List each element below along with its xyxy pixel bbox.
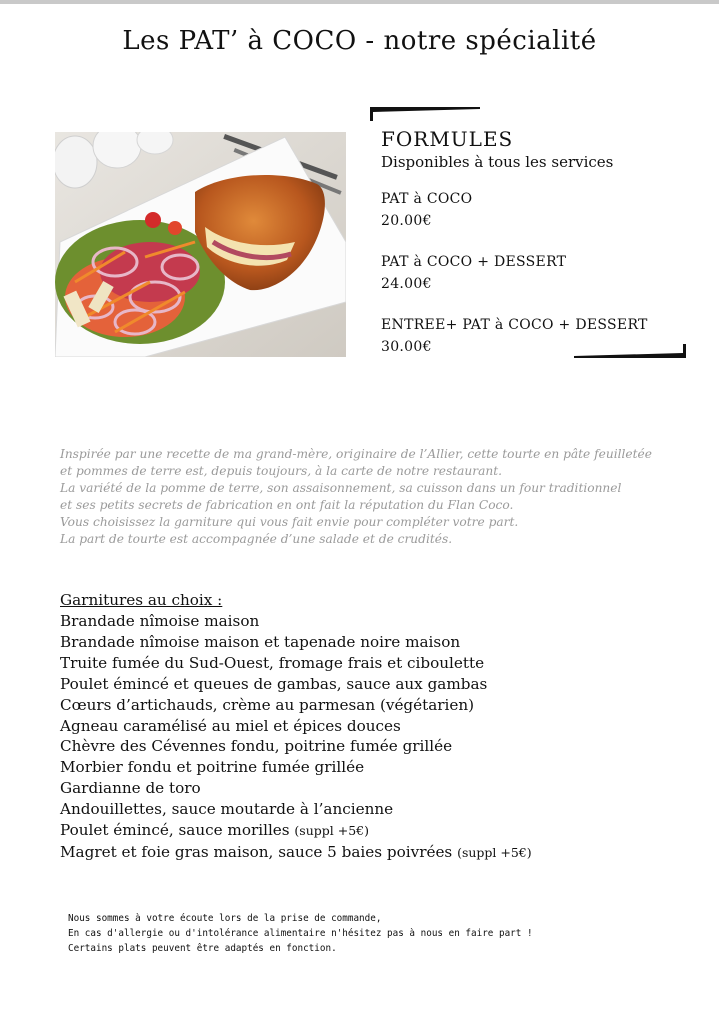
garniture-suppl: (suppl +5€) bbox=[294, 823, 369, 839]
garniture-item bbox=[60, 736, 700, 757]
intro-line: La variété de la pomme de terre, son assaisonnement, sa cuisson dans un four traditionnel bbox=[60, 481, 622, 495]
garnitures-section bbox=[60, 590, 700, 864]
formule-price: 24.00€ bbox=[381, 276, 432, 292]
garniture-label: Brandade nîmoise maison et tapenade noire maison bbox=[60, 632, 461, 651]
garniture-label: Truite fumée du Sud-Ouest, fromage frais et ciboulette bbox=[60, 653, 485, 672]
garniture-item bbox=[60, 653, 700, 674]
formule-price: 30.00€ bbox=[381, 339, 432, 355]
garniture-suppl: (suppl +5€) bbox=[457, 844, 532, 860]
formule-name: PAT à COCO + DESSERT bbox=[381, 254, 567, 270]
garniture-item bbox=[60, 778, 700, 799]
dish-photo-illustration bbox=[55, 132, 346, 357]
formule-price: 20.00€ bbox=[381, 213, 432, 229]
top-border bbox=[0, 0, 719, 4]
garniture-item bbox=[60, 674, 700, 695]
garniture-label: Gardianne de toro bbox=[60, 779, 201, 798]
notice-line: Certains plats peuvent être adaptés en fonction. bbox=[68, 943, 337, 954]
formules-title: FORMULES bbox=[381, 127, 514, 151]
page-title: Les PAT’ à COCO - notre spécialité bbox=[122, 26, 597, 56]
garniture-item bbox=[60, 632, 700, 653]
garniture-item bbox=[60, 716, 700, 737]
garniture-label: Andouillettes, sauce moutarde à l’ancienne bbox=[60, 800, 394, 819]
garniture-item bbox=[60, 842, 700, 864]
garniture-item bbox=[60, 799, 700, 820]
intro-line: Vous choisissez la garniture qui vous fait envie pour compléter votre part. bbox=[60, 515, 519, 529]
intro-text bbox=[60, 446, 710, 548]
formule-name: PAT à COCO bbox=[381, 191, 473, 207]
garniture-label: Poulet émincé et queues de gambas, sauce aux gambas bbox=[60, 674, 488, 693]
formule-item bbox=[381, 188, 701, 232]
bracket-bottom-right bbox=[574, 344, 686, 358]
bracket-top-left bbox=[370, 107, 480, 121]
notice-line: En cas d'allergie ou d'intolérance alimentaire n'hésitez pas à nous en faire part ! bbox=[68, 928, 533, 939]
formules-section bbox=[381, 126, 701, 377]
garniture-label: Chèvre des Cévennes fondu, poitrine fumée grillée bbox=[60, 737, 453, 756]
notice-line: Nous sommes à votre écoute lors de la prise de commande, bbox=[68, 913, 382, 924]
garniture-item bbox=[60, 820, 700, 842]
garniture-label: Magret et foie gras maison, sauce 5 baies poivrées bbox=[60, 842, 453, 861]
garniture-label: Cœurs d’artichauds, crème au parmesan (végétarien) bbox=[60, 695, 475, 714]
formules-subtitle: Disponibles à tous les services bbox=[381, 153, 614, 171]
garniture-item bbox=[60, 611, 700, 632]
garnitures-heading: Garnitures au choix : bbox=[60, 591, 223, 609]
garniture-label: Brandade nîmoise maison bbox=[60, 612, 260, 630]
intro-line: et ses petits secrets de fabrication en ont fait la réputation du Flan Coco. bbox=[60, 498, 514, 512]
formule-name: ENTREE+ PAT à COCO + DESSERT bbox=[381, 317, 648, 333]
garniture-label: Poulet émincé, sauce morilles bbox=[60, 821, 290, 840]
formule-item bbox=[381, 251, 701, 295]
garnitures-list bbox=[60, 611, 700, 864]
garniture-item bbox=[60, 695, 700, 716]
allergy-notice bbox=[68, 911, 668, 956]
intro-line: et pommes de terre est, depuis toujours, à la carte de notre restaurant. bbox=[60, 464, 502, 478]
garniture-label: Agneau caramélisé au miel et épices douces bbox=[60, 716, 401, 735]
garniture-item bbox=[60, 757, 700, 778]
dish-photo bbox=[55, 132, 346, 357]
intro-line: Inspirée par une recette de ma grand-mère, originaire de l’Allier, cette tourte en pâte feuilletée bbox=[60, 447, 652, 461]
intro-line: La part de tourte est accompagnée d’une salade et de crudités. bbox=[60, 532, 453, 546]
garniture-label: Morbier fondu et poitrine fumée grillée bbox=[60, 758, 365, 777]
